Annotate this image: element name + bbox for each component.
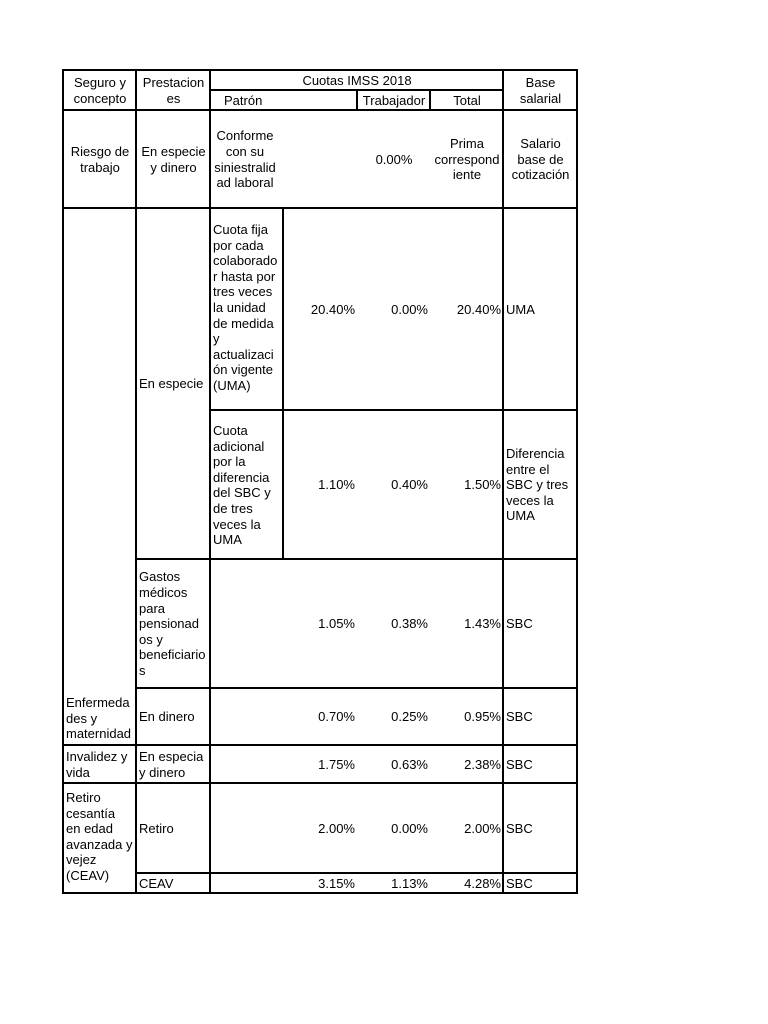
invalidez-base: SBC [506,756,533,772]
header-seguro-concepto: Seguro y concepto [73,74,127,106]
retiro-patron: 2.00% [318,820,355,836]
cuota-fija-patron: 20.40% [310,301,355,317]
ceav-patron: 3.15% [318,875,355,891]
header-prestaciones: Prestacion es [142,74,205,106]
en-dinero-prestacion: En dinero [139,709,195,725]
en-dinero-trabajador: 0.25% [391,709,428,725]
invalidez-total: 2.38% [464,756,501,772]
enfermedad-seguro: Enfermeda des y maternidad [66,695,132,742]
ceav-base: SBC [506,875,533,891]
cuota-adicional-base: Diferencia entre el SBC y tres veces la UMA [506,446,569,524]
invalidez-seguro: Invalidez y vida [66,748,128,780]
header-total: Total [453,92,481,108]
header-base-salarial: Base salarial [519,74,562,106]
riesgo-prestacion: En especie y dinero [141,143,206,175]
riesgo-seguro: Riesgo de trabajo [70,143,130,175]
retiro-total: 2.00% [464,820,501,836]
gastos-medicos-total: 1.43% [464,616,501,632]
enfermedad-en-especie: En especie [139,376,204,392]
riesgo-total: Prima correspond iente [434,136,500,183]
retiro-base: SBC [506,820,533,836]
ceav-trabajador: 1.13% [391,875,428,891]
retiro-prestacion: Retiro [139,820,174,836]
riesgo-patron: Conforme con su siniestralid ad laboral [214,128,276,191]
cuota-fija-total: 20.40% [456,301,501,317]
ceav-total: 4.28% [464,875,501,891]
invalidez-trabajador: 0.63% [391,756,428,772]
invalidez-patron: 1.75% [318,756,355,772]
cuota-fija-trabajador: 0.00% [391,301,428,317]
cuota-adicional-trabajador: 0.40% [391,477,428,493]
gastos-medicos-trabajador: 0.38% [391,616,428,632]
header-cuotas-imss: Cuotas IMSS 2018 [302,72,412,88]
en-dinero-total: 0.95% [464,709,501,725]
riesgo-trabajador: 0.00% [375,151,413,167]
en-dinero-patron: 0.70% [318,709,355,725]
cuota-fija-concepto: Cuota fija por cada colaborado r hasta por tres veces la unidad de medida y actualizaci ón vigente (UMA) [213,222,278,393]
cuota-adicional-total: 1.50% [464,477,501,493]
cuota-adicional-concepto: Cuota adicional por la diferencia del SBC y de tres veces la UMA [213,423,271,548]
riesgo-base: Salario base de cotización [511,136,570,183]
en-dinero-base: SBC [506,709,533,725]
cuota-fija-base: UMA [506,301,535,317]
retiro-trabajador: 0.00% [391,820,428,836]
gastos-medicos-patron: 1.05% [318,616,355,632]
header-patron: Patrón [224,92,263,108]
invalidez-prestacion: En especia y dinero [139,748,204,780]
retiro-seguro: Retiro cesantía en edad avanzada y vejez (CEAV) [66,790,133,883]
gastos-medicos-prestacion: Gastos médicos para pensionad os y beneficiario s [139,569,206,678]
ceav-prestacion: CEAV [139,875,174,891]
header-trabajador: Trabajador [362,92,426,108]
gastos-medicos-base: SBC [506,616,533,632]
cuota-adicional-patron: 1.10% [318,477,355,493]
